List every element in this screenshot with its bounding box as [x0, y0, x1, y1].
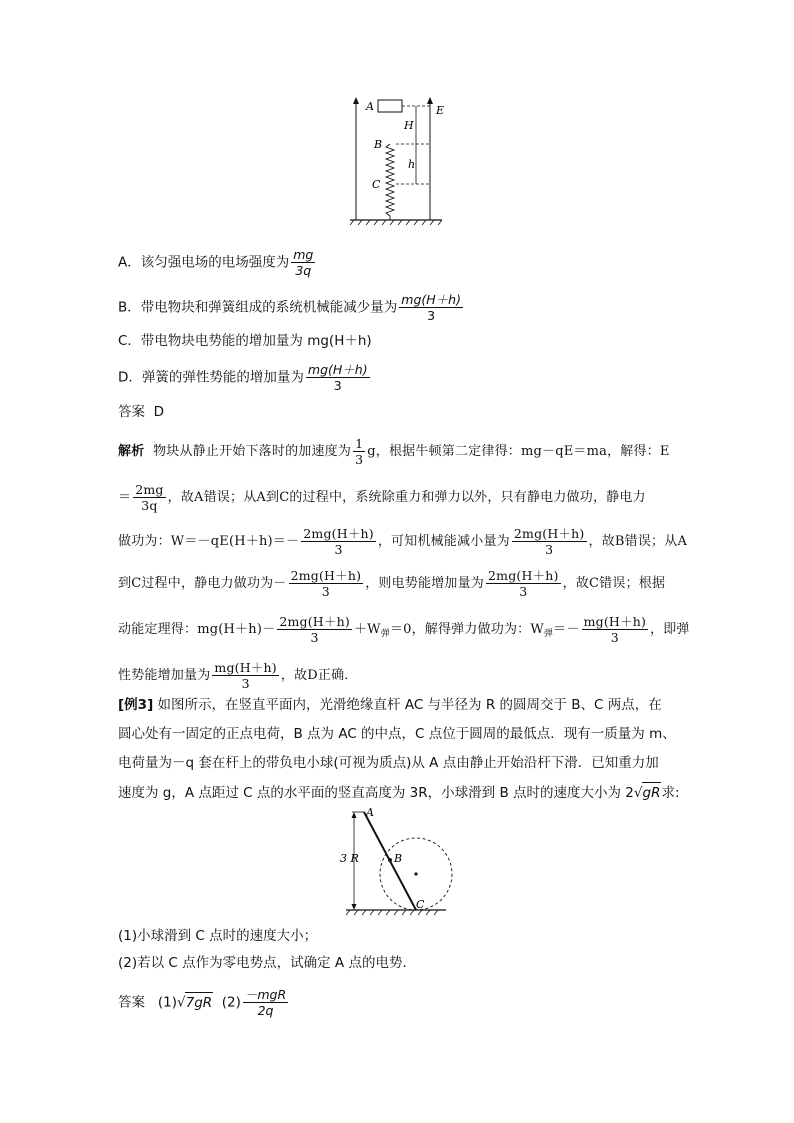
solution-line-3: 做功为：W＝－qE(H＋h)＝－ $\frac{2mg(H+h)}{3}$ ，可知机械能减小量为 $\frac{2mg(H+h)}{3}$ ，故B错误；从A: [118, 526, 688, 557]
solution-line-1: 解析 物块从静止开始下落时的加速度为 $\frac{1}{3}$ g，根据牛顿第二定律得：mg－qE＝ma，解得：E: [118, 436, 670, 467]
solution-line-2: ＝ $\frac{2mg}{3q}$ ，故A错误；从A到C的过程中，系统除重力和弹力以外，只有静电力做功，静电力: [118, 482, 646, 513]
label-a: A: [366, 100, 374, 113]
label-big-h: H: [404, 119, 414, 132]
label-b: B: [374, 138, 383, 151]
label-e: E: [436, 104, 445, 117]
answer-2: 答案 (1)√7gR (2) $\frac{\text{－mgR}}{2q}$: [118, 987, 287, 1018]
option-b: B．带电物块和弹簧组成的系统机械能减少量为 $\frac{mg(H+h)}{3}$: [118, 292, 461, 323]
option-d: D．弹簧的弹性势能的增加量为 $\frac{mg(H+h)}{3}$: [118, 362, 368, 393]
option-a: A．该匀强电场的电场强度为 $\frac{mg}{3q}$: [118, 247, 314, 278]
solution-line-6: 性势能增加量为 $\frac{mg(H+h)}{3}$ ，故D正确．: [118, 660, 358, 691]
label-small-h: h: [408, 158, 416, 171]
question-1: (1)小球滑到 C 点时的速度大小；: [118, 928, 318, 944]
label-a2: A: [366, 806, 374, 819]
solution-line-4: 到C过程中，静电力做功为－ $\frac{2mg(H+h)}{3}$ ，则电势能增加量为 $\frac{2mg(H+h)}{3}$ ，故C错误；根据: [118, 568, 666, 599]
example3-line-2: 圆心处有一固定的正点电荷，B 点为 AC 的中点，C 点位于圆周的最低点．现有一质量为 m、: [118, 726, 676, 742]
option-c: C．带电物块电势能的增加量为 mg(H＋h): [118, 333, 372, 349]
rod-circle-figure: [336, 806, 454, 916]
spring-block-figure: [342, 94, 462, 226]
solution-line-5: 动能定理得：mg(H＋h)－ $\frac{2mg(H+h)}{3}$ $+W_弹=0$，解得弹力做功为：$W_弹=-$ $\frac{mg(H+h)}{3}$ ，即弹: [118, 614, 690, 645]
label-c2: C: [416, 898, 425, 911]
question-2: (2)若以 C 点作为零电势点，试确定 A 点的电势．: [118, 955, 416, 971]
example3-line-1: [例3] 如图所示，在竖直平面内，光滑绝缘直杆 AC 与半径为 R 的圆周交于 B、C 两点，在: [118, 697, 662, 713]
label-c: C: [372, 178, 381, 191]
answer-1: 答案 D: [118, 404, 164, 420]
label-b2: B: [394, 852, 403, 865]
example3-line-3: 电荷量为－q 套在杆上的带负电小球(可视为质点)从 A 点由静止开始沿杆下滑．已知重力加: [118, 755, 659, 771]
label-3r: 3 R: [340, 852, 359, 865]
example3-line-4: 速度为 g，A 点距过 C 点的水平面的竖直高度为 3R，小球滑到 B 点时的速度大小为 2√gR求:: [118, 782, 680, 803]
